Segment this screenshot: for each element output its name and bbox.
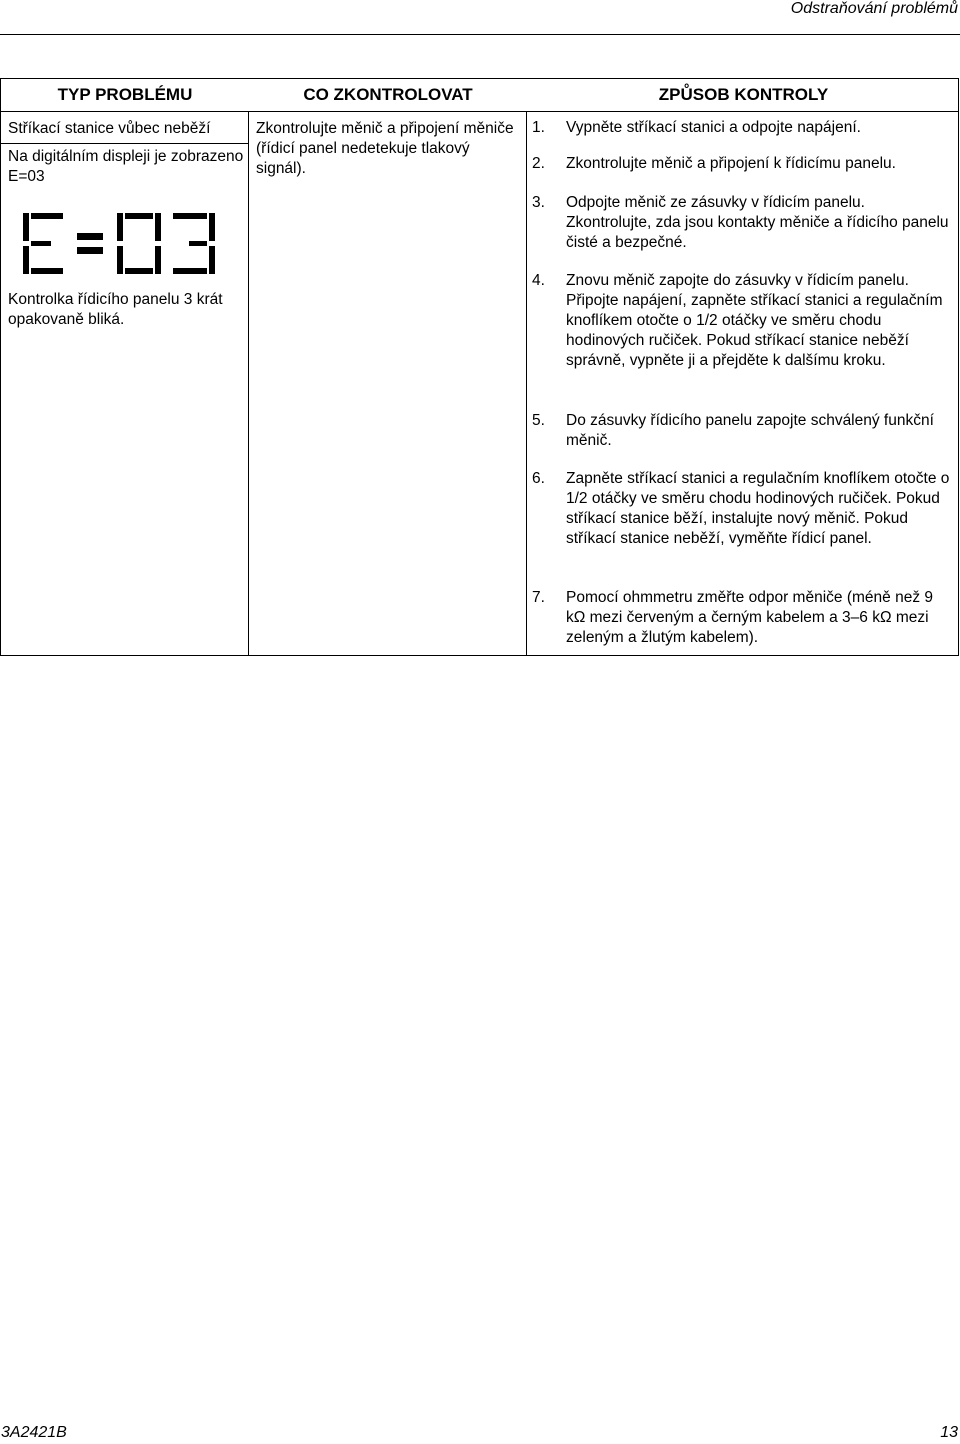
step-number: 7.: [532, 589, 545, 606]
problem-display-note: Na digitálním displeji je zobrazeno E=03: [8, 148, 244, 185]
problem-panel-note: Kontrolka řídicího panelu 3 krát opakovaně bliká.: [8, 291, 223, 328]
step-number: 4.: [532, 272, 545, 289]
method-step-3: [532, 193, 952, 253]
step-text: Zkontrolujte měnič a připojení k řídicímu panelu.: [566, 155, 896, 172]
step-number: 6.: [532, 470, 545, 487]
step-number: 1.: [532, 119, 545, 136]
check-description: Zkontrolujte měnič a připojení měniče (řídicí panel nedetekuje tlakový signál).: [256, 120, 514, 177]
step-text: Zapněte stříkací stanici a regulačním knoflíkem otočte o 1/2 otáčky ve směru chodu hodinových ručiček. Pokud stříkací stanice běží, instalujte nový měnič. Pokud stříkací stanice neběží, vyměňte řídicí panel.: [566, 470, 950, 547]
method-step-6: [532, 469, 952, 549]
step-text: Pomocí ohmmetru změřte odpor měniče (méně než 9 kΩ mezi červeným a černým kabelem a 3–6 kΩ mezi zeleným a žlutým kabelem).: [566, 589, 933, 646]
lcd-error-code-icon: [23, 213, 215, 275]
method-step-7: [532, 588, 952, 648]
footer-doc-code: 3A2421B: [1, 1424, 67, 1441]
method-step-4: [532, 271, 952, 371]
step-number: 2.: [532, 155, 545, 172]
header-divider: [1, 111, 958, 112]
column-header-what-to-check: CO ZKONTROLOVAT: [303, 85, 473, 104]
step-text: Vypněte stříkací stanici a odpojte napájení.: [566, 119, 861, 136]
method-step-2: [532, 154, 952, 174]
problem-divider: [1, 143, 248, 144]
column-divider-1: [248, 111, 249, 655]
step-text: Odpojte měnič ze zásuvky v řídicím panelu. Zkontrolujte, zda jsou kontakty měniče a řídicího panelu čisté a bezpečné.: [566, 194, 949, 251]
method-step-1: [532, 118, 952, 138]
column-header-check-method: ZPŮSOB KONTROLY: [658, 85, 829, 104]
step-number: 3.: [532, 194, 545, 211]
step-number: 5.: [532, 412, 545, 429]
column-header-problem-type: TYP PROBLÉMU: [57, 85, 193, 104]
running-header: Odstraňování problémů: [790, 0, 958, 17]
column-divider-2: [526, 111, 527, 655]
footer-page-number: 13: [940, 1424, 958, 1441]
method-step-5: [532, 411, 952, 451]
step-text: Do zásuvky řídicího panelu zapojte schválený funkční měnič.: [566, 412, 934, 449]
problem-title: Stříkací stanice vůbec neběží: [8, 120, 211, 137]
header-rule: [0, 34, 960, 35]
step-text: Znovu měnič zapojte do zásuvky v řídicím panelu. Připojte napájení, zapněte stříkací stanici a regulačním knoflíkem otočte o 1/2 otáčky ve směru chodu hodinových ručiček. Pokud stříkací stanice neběží správně, vypněte ji a přejděte k dalšímu kroku.: [566, 272, 943, 369]
